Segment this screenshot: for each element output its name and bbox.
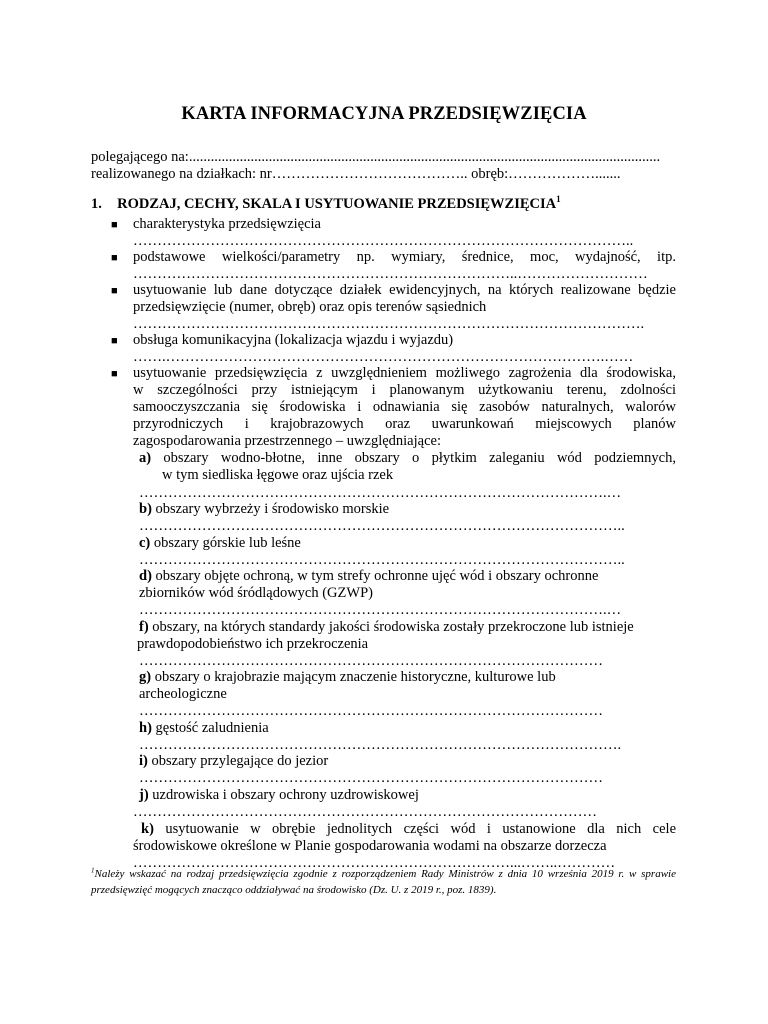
fill-line-charakterystyka[interactable]: ………………………………………………………………………………………….. [133,233,634,249]
subitem-letter: h) [139,720,152,736]
fill-line-subitem-k[interactable]: ……………………………………………………………………...……..………… [133,855,616,871]
subitem-letter: c) [139,535,151,551]
subitem-g-line2: archeologiczne [139,686,227,702]
bullet-label-zagrozenie-4: przyrodniczych i krajobrazowych oraz uwarunkowań miejscowych planów [133,416,676,432]
bullet-label-zagrozenie-3: samooczyszczania się środowiska i odnawiania się zasobów naturalnych, walorów [133,399,676,415]
bullet-marker: ■ [111,285,118,297]
bullet-label-usytuowanie-dzialki-1: usytuowanie lub dane dotyczące działek ewidencyjnych, na których realizowane będzie [133,282,676,298]
subitem-letter: b) [139,501,152,517]
fill-line-parametry[interactable]: ……………………………………………………………………..……………………… [133,266,648,282]
footnote-mark: 1 [91,866,95,875]
subitem-letter: j) [139,787,149,803]
fill-line-usytuowanie-dzialki[interactable]: ……………………………………………………………………………………………. [133,316,645,332]
footnote [91,866,676,898]
bullet-label-zagrozenie-2: w szczególności przy istniejącym i planowanym użytkowaniu terenu, zdolności [133,382,676,398]
subitem-d-line2: zbiorników wód śródlądowych (GZWP) [139,585,373,601]
fill-line-subitem-c[interactable]: ……………………………………………………………………………………….. [139,552,625,568]
section-1-heading [91,196,561,213]
fill-line-subitem-d[interactable]: …………………………………………………………………………………….… [139,602,622,618]
footnote-text: Należy wskazać na rodzaj przedsięwzięcia zgodnie z rozporządzeniem Rady Ministrów z dnia 10 września 2019 r. w sprawie przedsięwzięć mogących znacząco oddziaływać na środowisko (Dz. U. z 2019 r., poz. 1839). [91,868,676,896]
fill-line-obsluga-komunikacyjna[interactable]: …….……………………………………………………………………………….…… [133,349,634,365]
page-title: KARTA INFORMACYJNA PRZEDSIĘWZIĘCIA [181,104,587,124]
bullet-label-usytuowanie-dzialki-2: przedsięwzięcie (numer, obręb) oraz opis terenów sąsiednich [133,299,487,315]
footnote-ref: 1 [556,194,561,205]
subitem-h: h) gęstość zaludnienia [139,720,269,736]
bullet-marker: ■ [111,219,118,231]
subitem-k-line1: k) usytuowanie w obrębie jednolitych części wód i ustanowione dla nich cele [141,821,677,837]
subitem-letter: d) [139,568,152,584]
fill-line-subitem-f[interactable]: …………………………………………………………………………………… [139,653,603,669]
subitem-i: i) obszary przylegające do jezior [139,753,329,769]
subitem-j: j) uzdrowiska i obszary ochrony uzdrowiskowej [139,787,419,803]
subitem-letter: k) [141,821,154,837]
fill-line-subitem-j[interactable]: …………………………………………………………………………………… [133,804,597,820]
bullet-marker: ■ [111,252,118,264]
subitem-f-line1: f) obszary, na których standardy jakości środowiska zostały przekroczone lub istnieje [139,619,634,635]
fill-line-subitem-a[interactable]: …………………………………………………………………………………….… [139,485,622,501]
subitem-d-line1: d) obszary objęte ochroną, w tym strefy ochronne ujęć wód i obszary ochronne [139,568,599,584]
subitem-letter: i) [139,753,148,769]
field-polegajacego-na[interactable]: polegającego na:.................................................................................................................................. [91,149,661,165]
bullet-label-zagrozenie-1: usytuowanie przedsięwzięcia z uwzględnieniem możliwego zagrożenia dla środowiska, [133,365,676,381]
subitem-letter: g) [139,669,152,685]
fill-line-subitem-g[interactable]: …………………………………………………………………………………… [139,703,603,719]
bullet-label-charakterystyka: charakterystyka przedsięwzięcia [133,216,321,232]
bullet-marker: ■ [111,335,118,347]
bullet-marker: ■ [111,368,118,380]
section-title: RODZAJ, CECHY, SKALA I USYTUOWANIE PRZEDSIĘWZIĘCIA [117,196,557,212]
bullet-label-obsluga-komunikacyjna: obsługa komunikacyjna (lokalizacja wjazdu i wyjazdu) [133,332,454,348]
subitem-letter: a) [139,450,152,466]
subitem-a-line2: w tym siedliska łęgowe oraz ujścia rzek [162,467,394,483]
subitem-b: b) obszary wybrzeży i środowisko morskie [139,501,390,517]
subitem-c: c) obszary górskie lub leśne [139,535,301,551]
subitem-letter: f) [139,619,149,635]
subitem-g-line1: g) obszary o krajobrazie mającym znaczenie historyczne, kulturowe lub [139,669,556,685]
bullet-label-zagrozenie-5: zagospodarowania przestrzennego – uwzględniające: [133,433,441,449]
fill-line-subitem-i[interactable]: …………………………………………………………………………………… [139,770,603,786]
subitem-a-line1: a) obszary wodno-błotne, inne obszary o płytkim zaleganiu wód podziemnych, [139,450,676,466]
subitem-k-line2: środowiskowe określone w Planie gospodarowania wodami na obszarze dorzecza [133,838,607,854]
fill-line-subitem-b[interactable]: ……………………………………………………………………………………….. [139,518,625,534]
fill-line-subitem-h[interactable]: ………………………………………………………………………………………. [139,737,622,753]
bullet-label-parametry: podstawowe wielkości/parametry np. wymiary, średnice, moc, wydajność, itp. [133,249,676,265]
subitem-f-line2: prawdopodobieństwo ich przekroczenia [137,636,369,652]
field-dzialki-obreb[interactable]: realizowanego na działkach: nr………………………………….. obręb:………………....... [91,166,621,182]
section-number: 1. [91,196,102,212]
